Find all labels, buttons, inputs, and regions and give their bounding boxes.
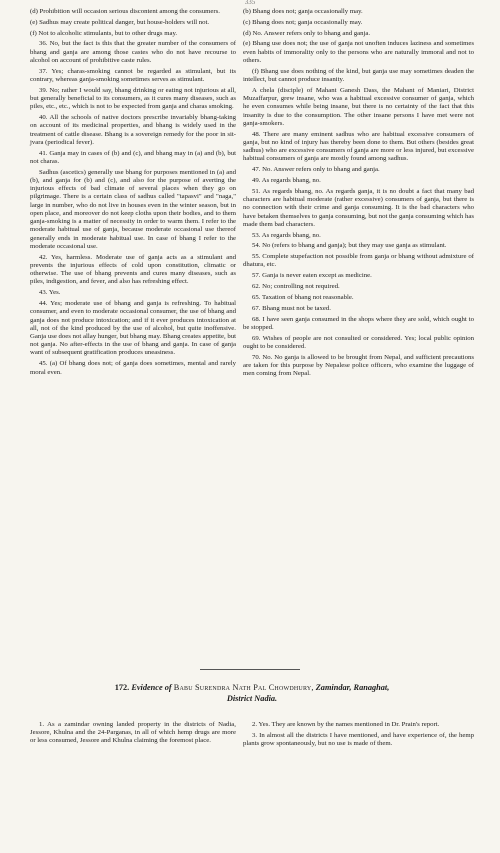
paragraph: 3. In almost all the districts I have mentioned, and have experience of, the hemp plants grow spontaneously, but no use is made of them.: [243, 731, 474, 748]
paragraph: (f) Bhang use does nothing of the kind, but ganja use may sometimes deaden the intellect, but cannot produce insanity.: [243, 67, 474, 84]
paragraph: 51. As regards bhang, no. As regards ganja, it is no doubt a fact that many bad characters are habitual moderate (rather excessive) consumers of ganja, but there is no connection with their crime and ganja consuming. It is the bad characters who have betaken themselves to ganja consuming, but not the ganja consuming which has made them bad characters.: [243, 187, 474, 228]
paragraph: 42. Yes, harmless. Moderate use of ganja acts as a stimulant and prevents the injurious effects of cold upon constitution, climatic or otherwise. The use of bhang prevents and cures many diseases, such as piles, indigestion, and fever, and also has refreshing effect.: [30, 253, 236, 286]
paragraph: (f) Not to alcoholic stimulants, but to other drugs may.: [30, 29, 178, 37]
evidence-label: Evidence of: [131, 683, 172, 692]
evidence-left-column: [30, 721, 236, 748]
paragraph: 47. No. Answer refers only to bhang and ganja.: [252, 166, 380, 174]
witness-district: District Nadia.: [226, 694, 278, 704]
paragraph: 1. As a zamindar owning landed property in the districts of Nadia, Jessore, Khulna and the 24-Parganas, in all of which hemp drugs are more or less consumed, Jessore and Khulna claiming the foremost place.: [30, 721, 236, 745]
paragraph: A chela (disciple) of Mahant Ganesh Dass, the Mahant of Maniari, District Muzaffarpur, grew insane, who was a habitual excessive consumer of ganja, which he even consumes while being insane, but there is no certainty of the fact that this insanity is due to the consumption. The other insane persons I have met were not ganja-smokers.: [243, 86, 474, 127]
evidence-heading: [30, 682, 474, 704]
evidence-number: 172.: [114, 683, 130, 692]
paragraph: 62. No; controlling not required.: [252, 283, 340, 291]
witness-name: Babu Surendra Nath Pal Chowdhury,: [173, 683, 314, 692]
right-column: [243, 8, 474, 381]
paragraph: (d) Prohibition will occasion serious discontent among the consumers.: [30, 8, 220, 15]
paragraph: 68. I have seen ganja consumed in the shops where they are sold, which ought to be stopped.: [243, 315, 474, 331]
paragraph: 55. Complete stupefaction not possible from ganja or bhang without admixture of dhatura, etc.: [243, 253, 474, 269]
paragraph: 39. No; rather I would say, bhang drinking or eating not injurious at all, but generally beneficial to its consumers, as it cures many diseases, such as piles, etc., etc., which is not to be expected from ganja and charas smoking.: [30, 86, 236, 111]
paragraph: 69. Wishes of people are not consulted or considered. Yes; local public opinion ought to be considered.: [243, 334, 474, 350]
paragraph: 57. Ganja is never eaten except as medicine.: [252, 272, 372, 280]
paragraph: 70. No. No ganja is allowed to be brought from Nepal, and sufficient precautions are taken for this purpose by Nepalese police officers, who examine the luggage of men coming from Nepal.: [243, 353, 474, 378]
paragraph: 36. No, but the fact is this that the greater number of the consumers of bhang and ganja are among those castes who do not have recourse to alcohol on account of prohibitive caste rules.: [30, 40, 236, 64]
paragraph: 53. As regards bhang, no.: [252, 231, 321, 239]
paragraph: 40. All the schools of native doctors prescribe invariably bhang-taking on account of its medicinal properties, and bhang is widely used in the treatment of cattle disease. Bhang is a sovereign remedy for the poor in sit-jvara (periodical fever).: [30, 114, 236, 146]
paragraph: 41. Ganja may in cases of (b) and (c), and bhang may in (a) and (b), but not charas.: [30, 149, 236, 165]
paragraph: (e) Bhang use does not; the use of ganja not unoften induces laziness and sometimes even habits of immorality only to the persons who are naturally immoral and not to others.: [243, 40, 474, 64]
paragraph: Sadhus (ascetics) generally use bhang for purposes mentioned in (a) and (b), and ganja for (b) and (c), and also for the purpose of averting the injurious effects of bad climate of several places when they go on pilgrimage. There is a certain class of sadhus called "tapasvi" and "naga," large in number, who do not live in houses even in the winter season, but in open place, and moreover do not keep cloths upon their bodies, and to them ganja-smoking is a matter of necessity in order to warm them. I refer to the moderate habitual use of ganja, because moderate occasional use thereof generally ends in moderate habitual use. In case of bhang I refer to the moderate occasional use.: [30, 168, 236, 250]
paragraph: (e) Sadhus may create political danger, but house-holders will not.: [30, 18, 210, 26]
paragraph: 48. There are many eminent sadhus who are habitual excessive consumers of ganja, but no kind of injury has thereby been done to them. But others (besides great sadhus) who are excessive consumers of ganja are more or less injured, but excessive habitual consumers of ganja are mostly found among sadhus.: [243, 130, 474, 163]
witness-title: Zamindar, Ranaghat,: [315, 683, 390, 692]
paragraph: (d) No. Answer refers only to bhang and ganja.: [243, 29, 371, 37]
paragraph: 65. Taxation of bhang not reasonable.: [252, 293, 354, 301]
paragraph: 44. Yes; moderate use of bhang and ganja is refreshing. To habitual consumer, and even to moderate occasional consumer, the use of bhang and ganja does not produce intoxication; and if it ever produces intoxication at all, not of the kind produced by the use of alcohol, but quite inoffensive. Ganja use does not allay hunger, but bhang may. Bhang creates appetite, but not ganja. No after-effects in the use of bhang and ganja. In case of ganja want of subsequent gratification produces uneasiness.: [30, 300, 236, 357]
page-number: 335: [244, 0, 256, 6]
paragraph: 2. Yes. They are known by the names mentioned in Dr. Prain's report.: [252, 721, 440, 728]
evidence-right-column: [243, 721, 474, 751]
section-divider: [200, 669, 300, 670]
left-column: [30, 8, 236, 379]
paragraph: 43. Yes.: [39, 289, 61, 297]
paragraph: 54. No (refers to bhang and ganja); but they may use ganja as stimulant.: [252, 242, 447, 250]
paragraph: 67. Bhang must not be taxed.: [252, 304, 331, 312]
paragraph: 37. Yes; charas-smoking cannot be regarded as stimulant, but its contrary, whereas ganja-smoking sometimes serves as stimulant.: [30, 67, 236, 84]
paragraph: (b) Bhang does not; ganja occasionally may.: [243, 8, 363, 15]
paragraph: 49. As regards bhang, no.: [252, 176, 321, 184]
paragraph: 45. (a) Of bhang does not; of ganja does sometimes, mental and rarely moral even.: [30, 360, 236, 376]
paragraph: (c) Bhang does not; ganja occasionally may.: [243, 18, 363, 26]
